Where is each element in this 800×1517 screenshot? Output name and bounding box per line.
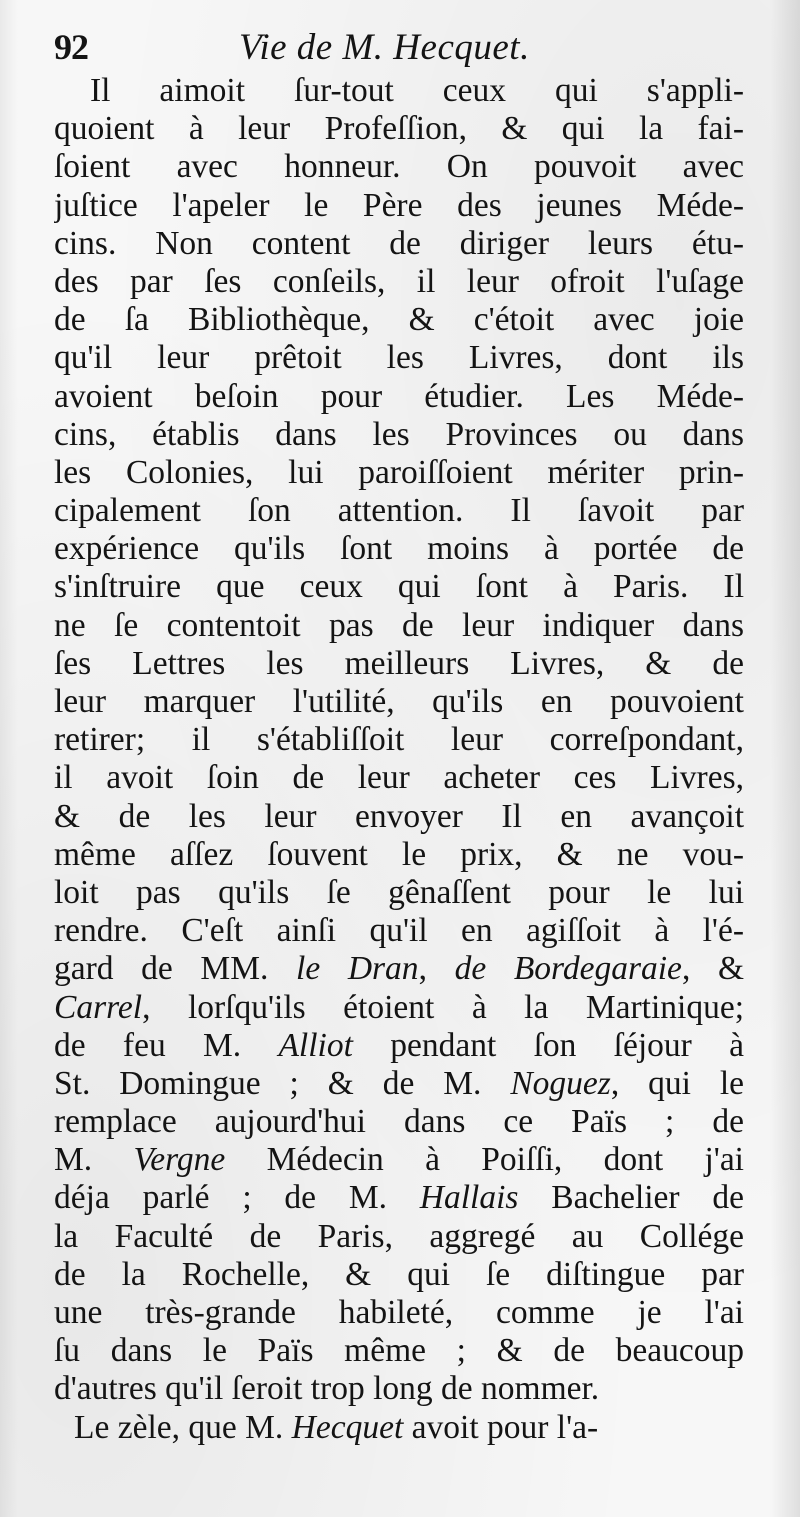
text-segment: remplace aujourd'hui dans ce Païs ; de	[54, 1103, 744, 1141]
text-segment: une très-grande habileté, comme je l'ai	[54, 1294, 744, 1331]
text-segment: qu'il leur prêtoit les Livres, dont ils	[54, 339, 744, 377]
italic-name: Carrel	[54, 988, 143, 1026]
text-line	[54, 187, 744, 225]
text-segment: ſu dans le Païs même ; & de beaucoup	[54, 1332, 744, 1370]
text-segment: des par ſes conſeils, il leur ofroit l'uſage	[54, 262, 744, 300]
text-line	[54, 339, 744, 377]
italic-name: de Bordegaraie	[454, 950, 682, 988]
text-line	[54, 1218, 744, 1256]
text-segment: M.	[54, 1141, 134, 1179]
text-line	[54, 416, 744, 454]
text-segment: il avoit ſoin de leur acheter ces Livres,	[54, 759, 744, 797]
page-number: 92	[54, 27, 88, 67]
text-segment: loit pas qu'ils ſe gênaſſent pour le lui	[54, 873, 744, 911]
text-line	[54, 110, 744, 148]
text-line	[54, 912, 744, 950]
italic-name: Hallais	[419, 1179, 519, 1217]
text-line	[54, 1370, 744, 1408]
text-line	[54, 72, 744, 110]
text-segment: la Faculté de Paris, aggregé au Collége	[54, 1217, 744, 1255]
text-line	[54, 759, 744, 797]
text-segment: avoient beſoin pour étudier. Les Méde-	[54, 377, 744, 415]
text-line	[54, 645, 744, 683]
text-segment: Médecin à Poiſſi, dont j'ai	[225, 1141, 744, 1179]
running-head	[54, 26, 744, 70]
text-line	[54, 225, 744, 263]
italic-name: Vergne	[133, 1141, 226, 1179]
text-line	[54, 1409, 744, 1447]
text-line	[54, 1027, 744, 1065]
text-segment: de feu M.	[54, 1026, 279, 1064]
body-text	[54, 72, 744, 1447]
text-line	[54, 301, 744, 339]
text-line	[54, 683, 744, 721]
text-line	[54, 1103, 744, 1141]
text-segment: ,	[418, 950, 455, 988]
text-segment: quoient à leur Profeſſion, & qui la fai-	[54, 110, 744, 148]
text-segment: ne ſe contentoit pas de leur indiquer dans	[54, 606, 744, 644]
text-segment: expérience qu'ils ſont moins à portée de	[54, 530, 744, 568]
text-segment: retirer; il s'établiſſoit leur correſpondant,	[54, 721, 744, 759]
text-segment: & de les leur envoyer Il en avançoit	[54, 797, 744, 835]
running-title: Vie de M. Hecquet.	[239, 27, 530, 68]
text-line	[54, 798, 744, 836]
text-segment: d'autres qu'il ſeroit trop long de nommer.	[54, 1370, 600, 1408]
text-segment: cins, établis dans les Provinces ou dans	[54, 415, 744, 453]
text-segment: , qui le	[610, 1064, 744, 1102]
text-line	[54, 263, 744, 301]
italic-name: le Dran	[296, 950, 419, 988]
text-segment: de ſa Bibliothèque, & c'étoit avec joie	[54, 301, 744, 339]
text-line	[54, 1332, 744, 1370]
text-segment: s'inſtruire que ceux qui ſont à Paris. Il	[54, 568, 744, 606]
text-segment: juſtice l'apeler le Père des jeunes Méde-	[54, 186, 744, 224]
text-line	[54, 492, 744, 530]
text-segment: Il aimoit ſur-tout ceux qui s'appli-	[90, 72, 744, 109]
italic-name: Hecquet	[291, 1408, 404, 1446]
text-line	[54, 607, 744, 645]
text-line	[54, 378, 744, 416]
text-line	[54, 530, 744, 568]
text-line	[54, 1294, 744, 1332]
text-line	[54, 1141, 744, 1179]
text-line	[54, 721, 744, 759]
text-segment: cipalement ſon attention. Il ſavoit par	[54, 492, 744, 530]
text-line	[54, 1256, 744, 1294]
text-line	[54, 1179, 744, 1217]
italic-name: Alliot	[278, 1026, 353, 1064]
text-line	[54, 989, 744, 1027]
text-segment: pendant ſon ſéjour à	[352, 1026, 744, 1064]
text-segment: déja parlé ; de M.	[54, 1179, 420, 1217]
text-segment: , lorſqu'ils étoient à la Martinique;	[142, 988, 744, 1026]
text-segment: ſoient avec honneur. On pouvoit avec	[54, 148, 744, 186]
text-segment: les Colonies, lui paroiſſoient mériter prin-	[54, 453, 744, 491]
text-segment: de la Rochelle, & qui ſe diſtingue par	[54, 1255, 744, 1293]
text-segment: St. Domingue ; & de M.	[54, 1064, 511, 1102]
text-line	[54, 148, 744, 186]
text-segment: cins. Non content de diriger leurs étu-	[54, 224, 744, 262]
text-segment: , &	[681, 950, 744, 988]
text-segment: rendre. C'eſt ainſi qu'il en agiſſoit à l'é-	[54, 912, 744, 950]
text-segment: avoit pour l'a-	[403, 1408, 599, 1446]
text-segment: leur marquer l'utilité, qu'ils en pouvoient	[54, 683, 744, 720]
text-segment: gard de MM.	[54, 950, 297, 988]
text-line	[54, 836, 744, 874]
text-line	[54, 454, 744, 492]
text-segment: Le zèle, que M.	[74, 1408, 292, 1446]
text-segment: ſes Lettres les meilleurs Livres, & de	[54, 644, 744, 682]
italic-name: Noguez	[510, 1064, 611, 1102]
text-line	[54, 568, 744, 606]
text-segment: Bachelier de	[518, 1179, 744, 1217]
text-line	[54, 950, 744, 988]
text-segment: même aſſez ſouvent le prix, & ne vou-	[54, 835, 744, 873]
text-line	[54, 1065, 744, 1103]
text-line	[54, 874, 744, 912]
